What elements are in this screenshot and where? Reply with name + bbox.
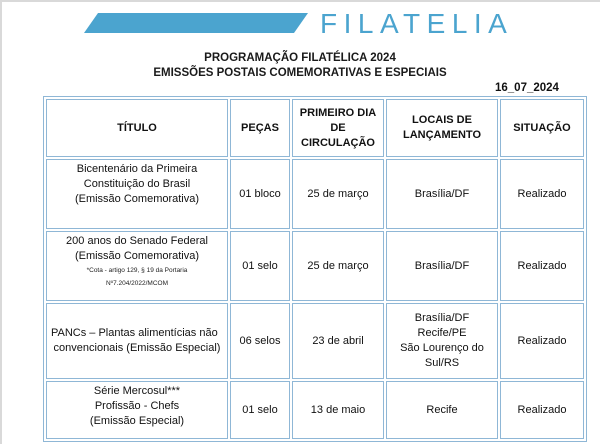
column-header-title: TÍTULO [46, 99, 228, 157]
cell-pieces: 01 bloco [230, 159, 290, 229]
cell-date: 25 de março [292, 159, 384, 229]
column-header-pieces: PEÇAS [230, 99, 290, 157]
cell-places: Recife [386, 381, 498, 439]
table-row [46, 303, 584, 379]
cell-title: PANCs – Plantas alimentícias não convencionais (Emissão Especial) [46, 303, 228, 379]
brand-banner-shape [84, 13, 308, 33]
document-subtitle: EMISSÕES POSTAIS COMEMORATIVAS E ESPECIAIS [153, 67, 447, 79]
cell-date: 25 de março [292, 231, 384, 301]
table-row [46, 159, 584, 229]
table-row [46, 381, 584, 439]
column-header-status: SITUAÇÃO [500, 99, 584, 157]
column-header-places: LOCAIS DE LANÇAMENTO [386, 99, 498, 157]
cell-title-note: *Cota - artigo 129, § 19 da Portaria Nº7.204/2022/MCOM [86, 267, 188, 287]
cell-pieces: 06 selos [230, 303, 290, 379]
document-date: 16_07_2024 [495, 82, 559, 94]
cell-status: Realizado [500, 381, 584, 439]
table-row [46, 231, 584, 301]
cell-date: 23 de abril [292, 303, 384, 379]
cell-pieces: 01 selo [230, 381, 290, 439]
brand-logo-text: FILATELIA [320, 8, 514, 39]
cell-title: 200 anos do Senado Federal (Emissão Comemorativa) *Cota - artigo 129, § 19 da Portaria Nº7.204/2022/MCOM [46, 231, 228, 301]
window-top-edge [0, 0, 600, 2]
cell-places: Brasília/DF [386, 231, 498, 301]
cell-date: 13 de maio [292, 381, 384, 439]
cell-title: Bicentenário da Primeira Constituição do Brasil (Emissão Comemorativa) [46, 159, 228, 229]
document-title: PROGRAMAÇÃO FILATÉLICA 2024 [204, 52, 396, 64]
cell-status: Realizado [500, 231, 584, 301]
cell-title: Série Mercosul*** Profissão - Chefs (Emissão Especial) [46, 381, 228, 439]
column-header-first-day: PRIMEIRO DIA DE CIRCULAÇÃO [292, 99, 384, 157]
cell-status: Realizado [500, 303, 584, 379]
cell-status: Realizado [500, 159, 584, 229]
emissions-table [43, 96, 587, 442]
table-header-row [46, 99, 584, 157]
cell-places: Brasília/DF [386, 159, 498, 229]
cell-places: Brasília/DF Recife/PE São Lourenço do Sul/RS [386, 303, 498, 379]
cell-pieces: 01 selo [230, 231, 290, 301]
